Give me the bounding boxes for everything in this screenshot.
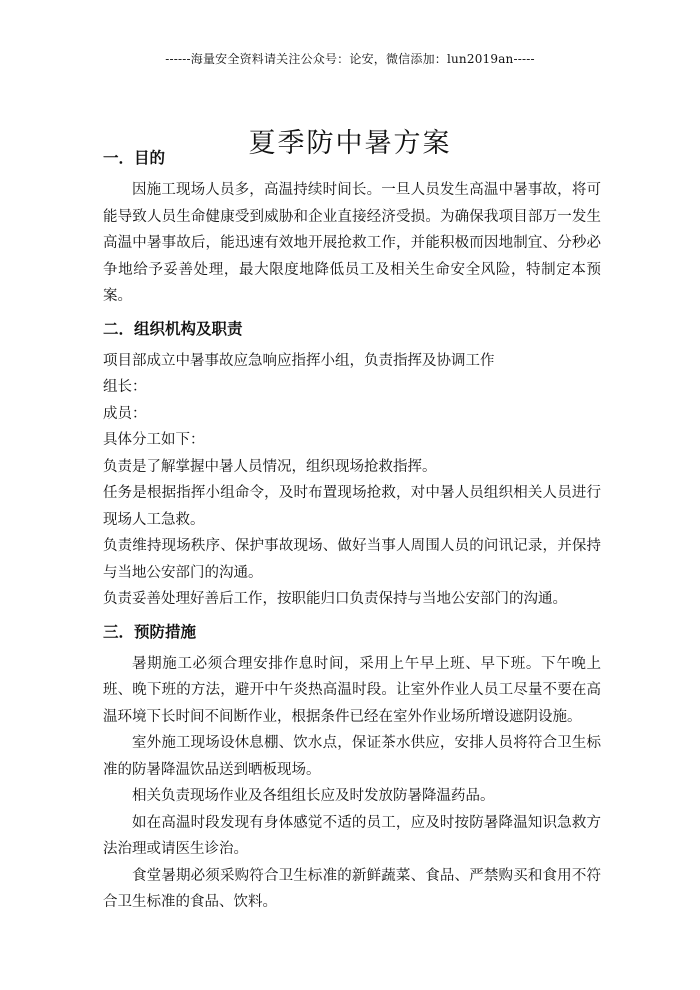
paragraph: 因施工现场人员多，高温持续时间长。一旦人员发生高温中暑事故，将可能导致人员生命健康受到威胁和企业直接经济受损。为确保我项目部万一发生高温中暑事故后，能迅速有效地开展抢救工作，并能积极而因地制宜、分秒必争地给予妥善处理，最大限度地降低员工及相关生命安全风险，特制定本预案。 [103,182,601,304]
paragraph: 组长： [103,379,147,395]
section-heading: 一．目的 [103,149,166,167]
paragraph: 如在高温时段发现有身体感觉不适的员工，应及时按防暑降温知识急救方法治理或请医生诊治。 [103,814,601,857]
section-heading: 三．预防措施 [103,622,197,641]
paragraph: 项目部成立中暑事故应急响应指挥小组，负责指挥及协调工作 [103,352,495,369]
section-organization [103,314,601,613]
paragraph: 食堂暑期必须采购符合卫生标准的新鲜蔬菜、食品、严禁购买和食用不符合卫生标准的食品、饮料。 [103,867,601,910]
section-prevention [103,617,601,916]
paragraph: 暑期施工必须合理安排作息时间，采用上午早上班、早下班。下午晚上班、晚下班的方法，避开中午炎热高温时段。让室外作业人员工尽量不要在高温环境下长时间不间断作业，根据条件已经在室外作业场所增设遮阴设施。 [103,655,601,725]
paragraph: 负责妥善处理好善后工作，按职能归口负责保持与当地公安部门的沟通。 [103,591,567,607]
paragraph: 负责是了解掌握中暑人员情况，组织现场抢救指挥。 [103,458,437,475]
section-purpose [103,143,601,310]
paragraph: 成员： [103,405,147,422]
document-body [103,143,601,916]
promo-header: ------海量安全资料请关注公众号：论安，微信添加：lun2019an----- [165,52,535,66]
paragraph: 负责维持现场秩序、保护事故现场、做好当事人周围人员的问讯记录，并保持与当地公安部门的沟通。 [103,538,601,581]
paragraph: 室外施工现场设休息棚、饮水点，保证茶水供应，安排人员将符合卫生标准的防暑降温饮品送到晒板现场。 [103,735,601,778]
paragraph: 具体分工如下： [103,432,205,448]
document-title: 夏季防中暑方案 [248,128,452,160]
paragraph: 相关负责现场作业及各组组长应及时发放防暑降温药品。 [132,788,495,804]
paragraph: 任务是根据指挥小组命令，及时布置现场抢救，对中暑人员组织相关人员进行现场人工急救。 [103,485,601,528]
section-heading: 二．组织机构及职责 [103,319,243,338]
